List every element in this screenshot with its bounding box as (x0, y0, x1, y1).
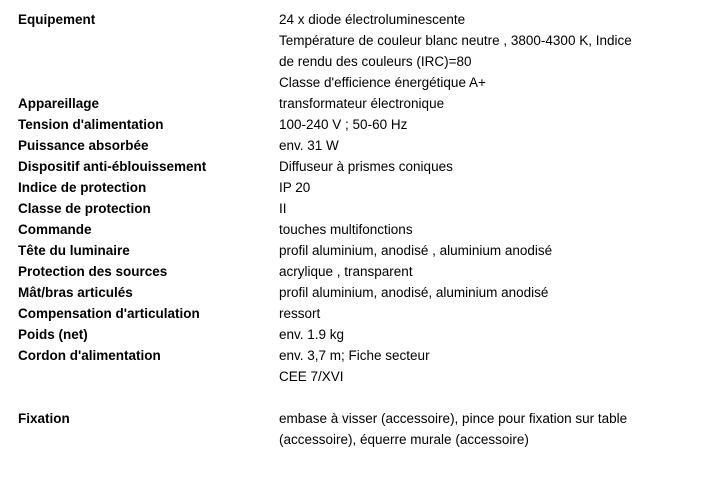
spec-row (0, 261, 702, 282)
spec-row (0, 177, 702, 198)
spec-label: Cordon d'alimentation (18, 348, 161, 363)
spec-value (279, 345, 702, 387)
spec-row (0, 324, 702, 345)
spec-label: Protection des sources (18, 264, 168, 279)
spec-value-line: (accessoire), équerre murale (accessoire) (279, 432, 529, 447)
spec-value (279, 282, 702, 303)
spec-value (279, 198, 702, 219)
spec-value-line: profil aluminium, anodisé, aluminium anodisé (279, 285, 549, 300)
spec-value-line: de rendu des couleurs (IRC)=80 (279, 54, 472, 69)
spec-value-line: ressort (279, 306, 321, 321)
spec-label: Compensation d'articulation (18, 306, 200, 321)
spec-row (0, 282, 702, 303)
spec-row (0, 303, 702, 324)
spec-value (279, 114, 702, 135)
spec-value (279, 219, 702, 240)
spec-row (0, 156, 702, 177)
spec-value (279, 135, 702, 156)
spec-row (0, 9, 702, 93)
spec-value (279, 240, 702, 261)
spec-value (279, 93, 702, 114)
spec-value-line: Classe d'efficience énergétique A+ (279, 75, 486, 90)
spec-label: Fixation (18, 411, 70, 426)
spec-label: Appareillage (18, 96, 100, 111)
spec-row (0, 93, 702, 114)
spec-value-line: CEE 7/XVI (279, 369, 344, 384)
spec-value-line: acrylique , transparent (279, 264, 413, 279)
spec-label: Indice de protection (18, 180, 147, 195)
spec-row (0, 240, 702, 261)
spec-label: Puissance absorbée (18, 138, 149, 153)
spec-value-line: env. 31 W (279, 138, 339, 153)
spec-row (0, 114, 702, 135)
spec-value (279, 408, 702, 450)
spec-value-line: Température de couleur blanc neutre , 3800-4300 K, Indice (279, 33, 632, 48)
spec-label: Mât/bras articulés (18, 285, 133, 300)
spec-label: Equipement (18, 12, 96, 27)
spec-row (0, 198, 702, 219)
spec-label: Tension d'alimentation (18, 117, 164, 132)
spec-label: Classe de protection (18, 201, 151, 216)
spec-value (279, 156, 702, 177)
spec-row (0, 408, 702, 450)
spec-label: Dispositif anti-éblouissement (18, 159, 207, 174)
spec-value-line: transformateur électronique (279, 96, 445, 111)
spec-value (279, 9, 702, 93)
spec-value-line: 24 x diode électroluminescente (279, 12, 466, 27)
spec-value-line: embase à visser (accessoire), pince pour fixation sur table (279, 411, 628, 426)
spec-row (0, 219, 702, 240)
spec-value (279, 261, 702, 282)
spec-value (279, 177, 702, 198)
spec-value-line: profil aluminium, anodisé , aluminium anodisé (279, 243, 553, 258)
spec-row-spacer (0, 387, 702, 408)
spec-value-line: Diffuseur à prismes coniques (279, 159, 453, 174)
spec-value (279, 303, 702, 324)
spec-value-line: II (279, 201, 287, 216)
spec-row (0, 345, 702, 387)
spec-row (0, 135, 702, 156)
spec-value-line: IP 20 (279, 180, 311, 195)
spec-value-line: touches multifonctions (279, 222, 413, 237)
spec-value (279, 324, 702, 345)
spec-value-line: env. 3,7 m; Fiche secteur (279, 348, 430, 363)
spec-label: Commande (18, 222, 92, 237)
spec-label: Poids (net) (18, 327, 88, 342)
spec-value-line: env. 1.9 kg (279, 327, 345, 342)
spec-value-line: 100-240 V ; 50-60 Hz (279, 117, 408, 132)
spec-label: Tête du luminaire (18, 243, 130, 258)
